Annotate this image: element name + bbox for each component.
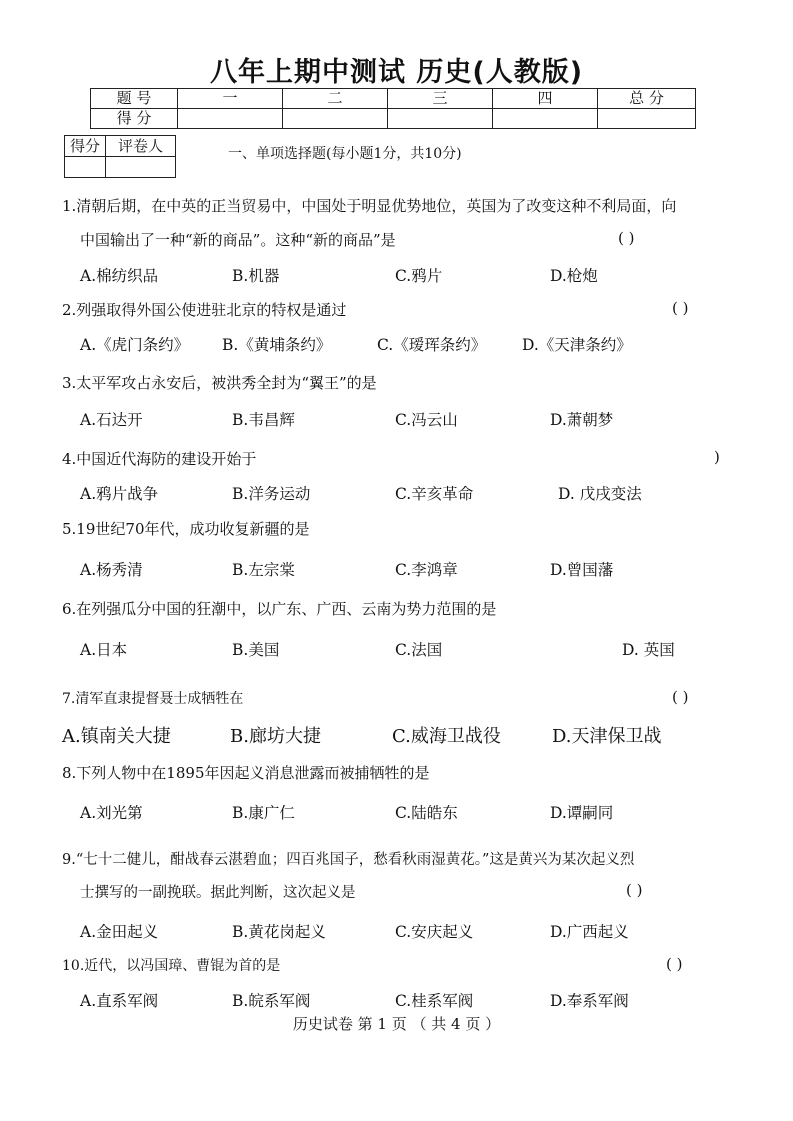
- score-table-score-row: [91, 109, 696, 129]
- question-10-answer-bracket[interactable]: ( ): [666, 955, 683, 973]
- question-7-option-b[interactable]: B.廊坊大捷: [230, 726, 321, 747]
- question-8-option-c[interactable]: C.陆皓东: [395, 804, 458, 822]
- grader-name-label: 评卷人: [106, 136, 176, 157]
- question-3-option-b[interactable]: B.韦昌辉: [232, 411, 295, 429]
- question-2-option-d[interactable]: D.《天津条约》: [522, 336, 632, 354]
- question-2-option-c[interactable]: C.《瑷珲条约》: [377, 336, 487, 354]
- question-8-option-b[interactable]: B.康广仁: [232, 804, 295, 822]
- score-cell-part-4[interactable]: [493, 109, 598, 129]
- score-cell-part-2[interactable]: [283, 109, 388, 129]
- question-7-option-d[interactable]: D.天津保卫战: [552, 726, 662, 747]
- question-7-text: 7.清军直隶提督聂士成牺牲在: [62, 691, 244, 707]
- question-1-option-c[interactable]: C.鸦片: [395, 267, 443, 285]
- page-title: 八年上期中测试 历史(人教版): [209, 57, 584, 88]
- question-3-option-a[interactable]: A.石达开: [80, 411, 143, 429]
- question-4-option-d[interactable]: D. 戊戌变法: [558, 485, 642, 503]
- question-4-text: 4.中国近代海防的建设开始于: [62, 450, 257, 468]
- question-3-option-d[interactable]: D.萧朝梦: [550, 411, 614, 429]
- section-heading: 一、单项选择题(每小题1分，共10分): [228, 146, 462, 162]
- score-header-question-no: 题 号: [91, 89, 178, 109]
- question-7-option-a[interactable]: A.镇南关大捷: [62, 726, 171, 747]
- question-4-option-a[interactable]: A.鸦片战争: [80, 485, 159, 503]
- question-8-text: 8.下列人物中在1895年因起义消息泄露而被捕牺牲的是: [62, 764, 430, 782]
- score-table: [90, 88, 696, 129]
- score-header-total: 总 分: [598, 89, 696, 109]
- question-3-option-c[interactable]: C.冯云山: [395, 411, 458, 429]
- question-6-option-d[interactable]: D. 英国: [622, 641, 675, 659]
- question-1-answer-bracket[interactable]: ( ): [618, 229, 635, 247]
- question-4-option-b[interactable]: B.洋务运动: [232, 485, 311, 503]
- question-1-option-d[interactable]: D.枪炮: [550, 267, 598, 285]
- question-6-option-b[interactable]: B.美国: [232, 641, 280, 659]
- question-2-option-a[interactable]: A.《虎门条约》: [80, 336, 190, 354]
- question-4-answer-bracket[interactable]: ): [714, 448, 720, 466]
- question-1-option-b[interactable]: B.机器: [232, 267, 280, 285]
- question-10-text: 10.近代，以冯国璋、曹锟为首的是: [62, 958, 281, 974]
- question-6-text: 6.在列强瓜分中国的狂潮中，以广东、广西、云南为势力范围的是: [62, 600, 497, 618]
- question-2-text: 2.列强取得外国公使进驻北京的特权是通过: [62, 301, 347, 319]
- score-row-label: 得 分: [91, 109, 178, 129]
- question-5-option-b[interactable]: B.左宗棠: [232, 561, 295, 579]
- grader-table: [64, 135, 176, 178]
- grader-name-cell[interactable]: [106, 157, 176, 178]
- score-cell-part-1[interactable]: [178, 109, 283, 129]
- grader-score-label: 得分: [65, 136, 106, 157]
- question-9-option-d[interactable]: D.广西起义: [550, 923, 629, 941]
- question-7-option-c[interactable]: C.威海卫战役: [392, 726, 501, 747]
- question-5-option-d[interactable]: D.曾国藩: [550, 561, 614, 579]
- question-9-text-line-1: 9.“七十二健儿，酣战春云湛碧血；四百兆国子，愁看秋雨湿黄花。”这是黄兴为某次起义烈: [62, 852, 635, 868]
- question-2-answer-bracket[interactable]: ( ): [672, 299, 689, 317]
- question-5-option-a[interactable]: A.杨秀清: [80, 561, 143, 579]
- question-7-answer-bracket[interactable]: ( ): [672, 688, 689, 706]
- question-9-answer-bracket[interactable]: ( ): [626, 881, 643, 899]
- question-10-option-c[interactable]: C.桂系军阀: [395, 992, 474, 1010]
- question-8-option-a[interactable]: A.刘光第: [80, 804, 143, 822]
- question-5-option-c[interactable]: C.李鸿章: [395, 561, 458, 579]
- question-9-option-a[interactable]: A.金田起义: [80, 923, 159, 941]
- question-10-option-b[interactable]: B.皖系军阀: [232, 992, 311, 1010]
- question-5-text: 5.19世纪70年代，成功收复新疆的是: [62, 520, 310, 538]
- question-8-option-d[interactable]: D.谭嗣同: [550, 804, 614, 822]
- question-2-option-b[interactable]: B.《黄埔条约》: [222, 336, 332, 354]
- score-header-part-1: 一: [178, 89, 283, 109]
- question-10-option-a[interactable]: A.直系军阀: [80, 992, 159, 1010]
- question-9-option-b[interactable]: B.黄花岗起义: [232, 923, 326, 941]
- question-1-text-line-1: 1.清朝后期，在中英的正当贸易中，中国处于明显优势地位，英国为了改变这种不利局面，向: [62, 197, 677, 215]
- question-9-option-c[interactable]: C.安庆起义: [395, 923, 474, 941]
- question-6-option-c[interactable]: C.法国: [395, 641, 443, 659]
- question-6-option-a[interactable]: A.日本: [80, 641, 128, 659]
- question-9-text-line-2: 士撰写的一副挽联。据此判断，这次起义是: [80, 885, 356, 901]
- score-header-part-4: 四: [493, 89, 598, 109]
- score-table-header-row: [91, 89, 696, 109]
- question-1-option-a[interactable]: A.棉纺织品: [80, 267, 159, 285]
- score-cell-total[interactable]: [598, 109, 696, 129]
- score-header-part-2: 二: [283, 89, 388, 109]
- page-footer: 历史试卷 第 1 页 （ 共 4 页 ）: [292, 1015, 501, 1033]
- question-1-text-line-2: 中国输出了一种“新的商品”。这种“新的商品”是: [80, 231, 396, 249]
- score-cell-part-3[interactable]: [388, 109, 493, 129]
- question-10-option-d[interactable]: D.奉系军阀: [550, 992, 629, 1010]
- question-3-text: 3.太平军攻占永安后，被洪秀全封为“翼王”的是: [62, 374, 377, 392]
- grader-score-cell[interactable]: [65, 157, 106, 178]
- question-4-option-c[interactable]: C.辛亥革命: [395, 485, 474, 503]
- score-header-part-3: 三: [388, 89, 493, 109]
